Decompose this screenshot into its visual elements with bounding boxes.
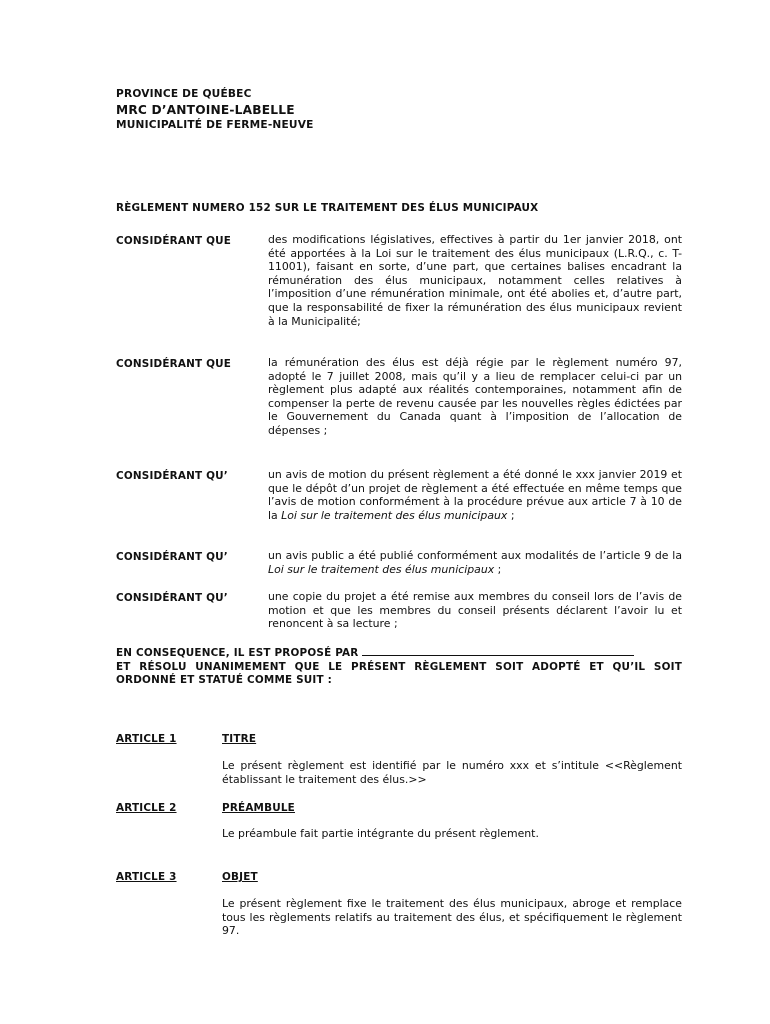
regulation-title: RÈGLEMENT NUMERO 152 SUR LE TRAITEMENT DES ÉLUS MUNICIPAUX	[116, 202, 539, 214]
article-paragraph: Le préambule fait partie intégrante du présent règlement.	[222, 827, 539, 840]
considerant-text	[268, 468, 682, 522]
article-heading: TITRE	[222, 733, 257, 745]
considerant-text-part: un avis public a été publié conformément aux modalités de l’article 9 de la	[268, 549, 682, 562]
article-text	[222, 759, 682, 786]
province-header: PROVINCE DE QUÉBEC	[116, 88, 252, 100]
article-label: ARTICLE 3	[116, 871, 177, 883]
signature-blank	[362, 646, 634, 656]
considerant-text	[268, 590, 682, 631]
considerant-label: CONSIDÉRANT QU’	[116, 592, 228, 604]
article-label: ARTICLE 2	[116, 802, 177, 814]
considerant-paragraph: des modifications législatives, effectives à partir du 1er janvier 2018, ont été apportées à la Loi sur le traitement des élus municipaux (L.R.Q., c. T-11001), faisant en sorte, d’une part, que certaines balises encadrant la rémunération des élus municipaux, notamment celles relatives à l’imposition d’une rémunération minimale, ont été abolies et, d’autre part, que la responsabilité de fixer la rémunération des élus municipaux revient à la Municipalité;	[268, 233, 682, 328]
article-heading: OBJET	[222, 871, 258, 883]
considerant-label: CONSIDÉRANT QUE	[116, 358, 232, 370]
considerant-paragraph: une copie du projet a été remise aux membres du conseil lors de l’avis de motion et que les membres du conseil présents déclarent l’avoir lu et renoncent à sa lecture ;	[268, 590, 682, 631]
article-paragraph: Le présent règlement fixe le traitement des élus municipaux, abroge et remplace tous les règlements relatifs au traitement des élus, et spécifiquement le règlement 97.	[222, 897, 682, 938]
considerant-text	[268, 233, 682, 328]
article-heading: PRÉAMBULE	[222, 802, 295, 814]
considerant-label: CONSIDÉRANT QUE	[116, 235, 232, 247]
article-text	[222, 827, 682, 841]
law-title-italic: Loi sur le traitement des élus municipaux	[281, 508, 508, 522]
considerant-paragraph	[268, 549, 682, 576]
municipality-header: MUNICIPALITÉ DE FERME-NEUVE	[116, 119, 314, 131]
considerant-label: CONSIDÉRANT QU’	[116, 470, 228, 482]
considerant-text-part: un avis de motion du présent règlement a été donné le xxx janvier 2019 et que le dépôt d’un projet de règlement a été effectuée en même temps que l’avis de motion conformément à la procédure prévue aux article 7 à 10 de la	[268, 468, 682, 522]
resolved-line: ET RÉSOLU UNANIMEMENT QUE LE PRÉSENT RÈGLEMENT SOIT ADOPTÉ ET QU’IL SOIT	[116, 660, 682, 673]
considerant-text	[268, 549, 682, 576]
proposed-by-line	[116, 646, 682, 661]
article-paragraph: Le présent règlement est identifié par le numéro xxx et s’intitule <<Règlement établissant le traitement des élus.>>	[222, 759, 682, 786]
ordered-line: ORDONNÉ ET STATUÉ COMME SUIT :	[116, 674, 332, 687]
resolution-block	[116, 646, 682, 688]
mrc-header: MRC D’ANTOINE-LABELLE	[116, 103, 295, 117]
article-text	[222, 897, 682, 938]
considerant-paragraph	[268, 468, 682, 522]
considerant-paragraph: la rémunération des élus est déjà régie par le règlement numéro 97, adopté le 7 juillet 2008, mais qu’il y a lieu de remplacer celui-ci par un règlement plus adapté aux réalités contemporaines, notamment afin de compenser la perte de revenu causée par les nouvelles règles édictées par le Gouvernement du Canada quant à l’imposition de l’allocation de dépenses ;	[268, 356, 682, 437]
proposed-by-label: EN CONSEQUENCE, IL EST PROPOSÉ PAR	[116, 647, 359, 659]
law-title-italic: Loi sur le traitement des élus municipaux	[268, 562, 495, 576]
considerant-text-part: ;	[494, 562, 502, 576]
article-label: ARTICLE 1	[116, 733, 177, 745]
considerant-text-part: ;	[507, 508, 515, 522]
considerant-text	[268, 356, 682, 438]
considerant-label: CONSIDÉRANT QU’	[116, 551, 228, 563]
